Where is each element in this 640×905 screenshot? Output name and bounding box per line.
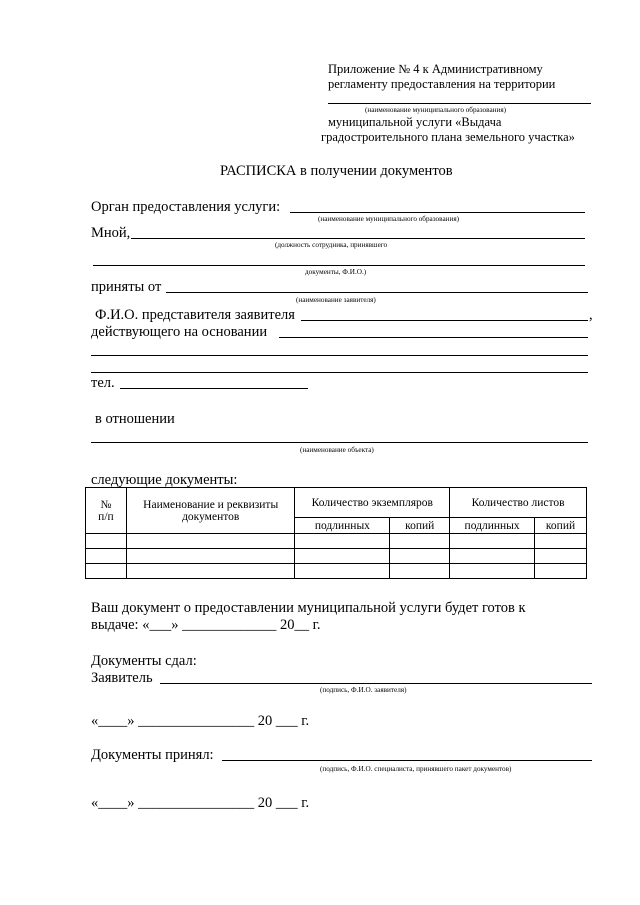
ready-line-1: Ваш документ о предоставлении муниципальной услуги будет готов к <box>91 600 526 616</box>
deistv-label: действующего на основании <box>91 324 268 340</box>
mnoy-field-line[interactable] <box>131 238 585 239</box>
page-title: РАСПИСКА в получении документов <box>220 163 453 179</box>
table-cell[interactable] <box>295 564 390 579</box>
prinyaty-caption: (наименование заявителя) <box>296 296 376 304</box>
table-cell[interactable] <box>86 549 127 564</box>
table-cell[interactable] <box>126 534 295 549</box>
applicant-signature-line[interactable] <box>160 683 592 684</box>
table-row <box>86 534 587 549</box>
mnoy-field-line-2[interactable] <box>93 265 585 266</box>
deistv-field-line[interactable] <box>279 337 588 338</box>
mnoy-caption-1: (должность сотрудника, принявшего <box>275 241 388 249</box>
table-cell[interactable] <box>450 534 535 549</box>
header-sheets-original: подлинных <box>450 518 535 534</box>
table-row <box>86 564 587 579</box>
table-cell[interactable] <box>450 549 535 564</box>
table-cell[interactable] <box>86 534 127 549</box>
docs-label: следующие документы: <box>91 472 238 488</box>
prinyaty-field-line[interactable] <box>166 292 588 293</box>
table-cell[interactable] <box>126 564 295 579</box>
otnoshenie-label: в отношении <box>95 411 175 427</box>
mnoy-label: Мной, <box>91 225 131 241</box>
table-cell[interactable] <box>390 549 450 564</box>
received-date: «____» ________________ 20 ___ г. <box>91 795 310 811</box>
fio-label: Ф.И.О. представителя заявителя <box>95 307 295 323</box>
appendix-caption: (наименование муниципального образования) <box>365 106 507 114</box>
header-copies-original: подлинных <box>295 518 390 534</box>
received-caption: (подпись, Ф.И.О. специалиста, принявшего пакет документов) <box>320 765 512 773</box>
otnoshenie-field-line[interactable] <box>91 442 588 443</box>
appendix-line-2: регламенту предоставления на территории <box>328 77 556 91</box>
received-signature-line[interactable] <box>222 760 592 761</box>
prinyaty-label: приняты от <box>91 279 162 295</box>
appendix-line-3: муниципальной услуги «Выдача <box>328 115 502 129</box>
appendix-blank-line <box>328 103 591 104</box>
table-header-row <box>86 488 587 518</box>
deistv-field-line-3[interactable] <box>91 372 588 373</box>
organ-label: Орган предоставления услуги: <box>91 199 281 215</box>
applicant-caption: (подпись, Ф.И.О. заявителя) <box>320 686 407 694</box>
table-cell[interactable] <box>126 549 295 564</box>
tel-field-line[interactable] <box>120 388 308 389</box>
table-cell[interactable] <box>535 564 587 579</box>
table-cell[interactable] <box>535 549 587 564</box>
fio-comma: , <box>589 307 593 323</box>
header-sheets: Количество листов <box>450 488 587 518</box>
table-cell[interactable] <box>295 549 390 564</box>
tel-label: тел. <box>91 375 115 391</box>
header-sheets-copy: копий <box>535 518 587 534</box>
header-num: № п/п <box>86 488 127 534</box>
submitted-label: Документы сдал: <box>91 653 197 669</box>
table-cell[interactable] <box>535 534 587 549</box>
organ-caption: (наименование муниципального образования) <box>318 215 460 223</box>
documents-table <box>85 487 587 579</box>
header-name: Наименование и реквизиты документов <box>126 488 295 534</box>
table-cell[interactable] <box>295 534 390 549</box>
header-copies: Количество экземпляров <box>295 488 450 518</box>
organ-field-line[interactable] <box>290 212 585 213</box>
fio-field-line[interactable] <box>301 320 588 321</box>
deistv-field-line-2[interactable] <box>91 355 588 356</box>
ready-line-2: выдаче: «___» _____________ 20__ г. <box>91 617 321 633</box>
appendix-line-4: градостроительного плана земельного участка» <box>321 130 575 144</box>
applicant-label: Заявитель <box>91 670 153 686</box>
table-cell[interactable] <box>390 564 450 579</box>
table-row <box>86 549 587 564</box>
appendix-line-1: Приложение № 4 к Административному <box>328 62 543 76</box>
header-copies-copy: копий <box>390 518 450 534</box>
otnoshenie-caption: (наименование объекта) <box>300 446 374 454</box>
table-cell[interactable] <box>86 564 127 579</box>
table-cell[interactable] <box>450 564 535 579</box>
submitted-date: «____» ________________ 20 ___ г. <box>91 713 310 729</box>
mnoy-caption-2: документы, Ф.И.О.) <box>305 268 367 276</box>
table-cell[interactable] <box>390 534 450 549</box>
received-label: Документы принял: <box>91 747 214 763</box>
